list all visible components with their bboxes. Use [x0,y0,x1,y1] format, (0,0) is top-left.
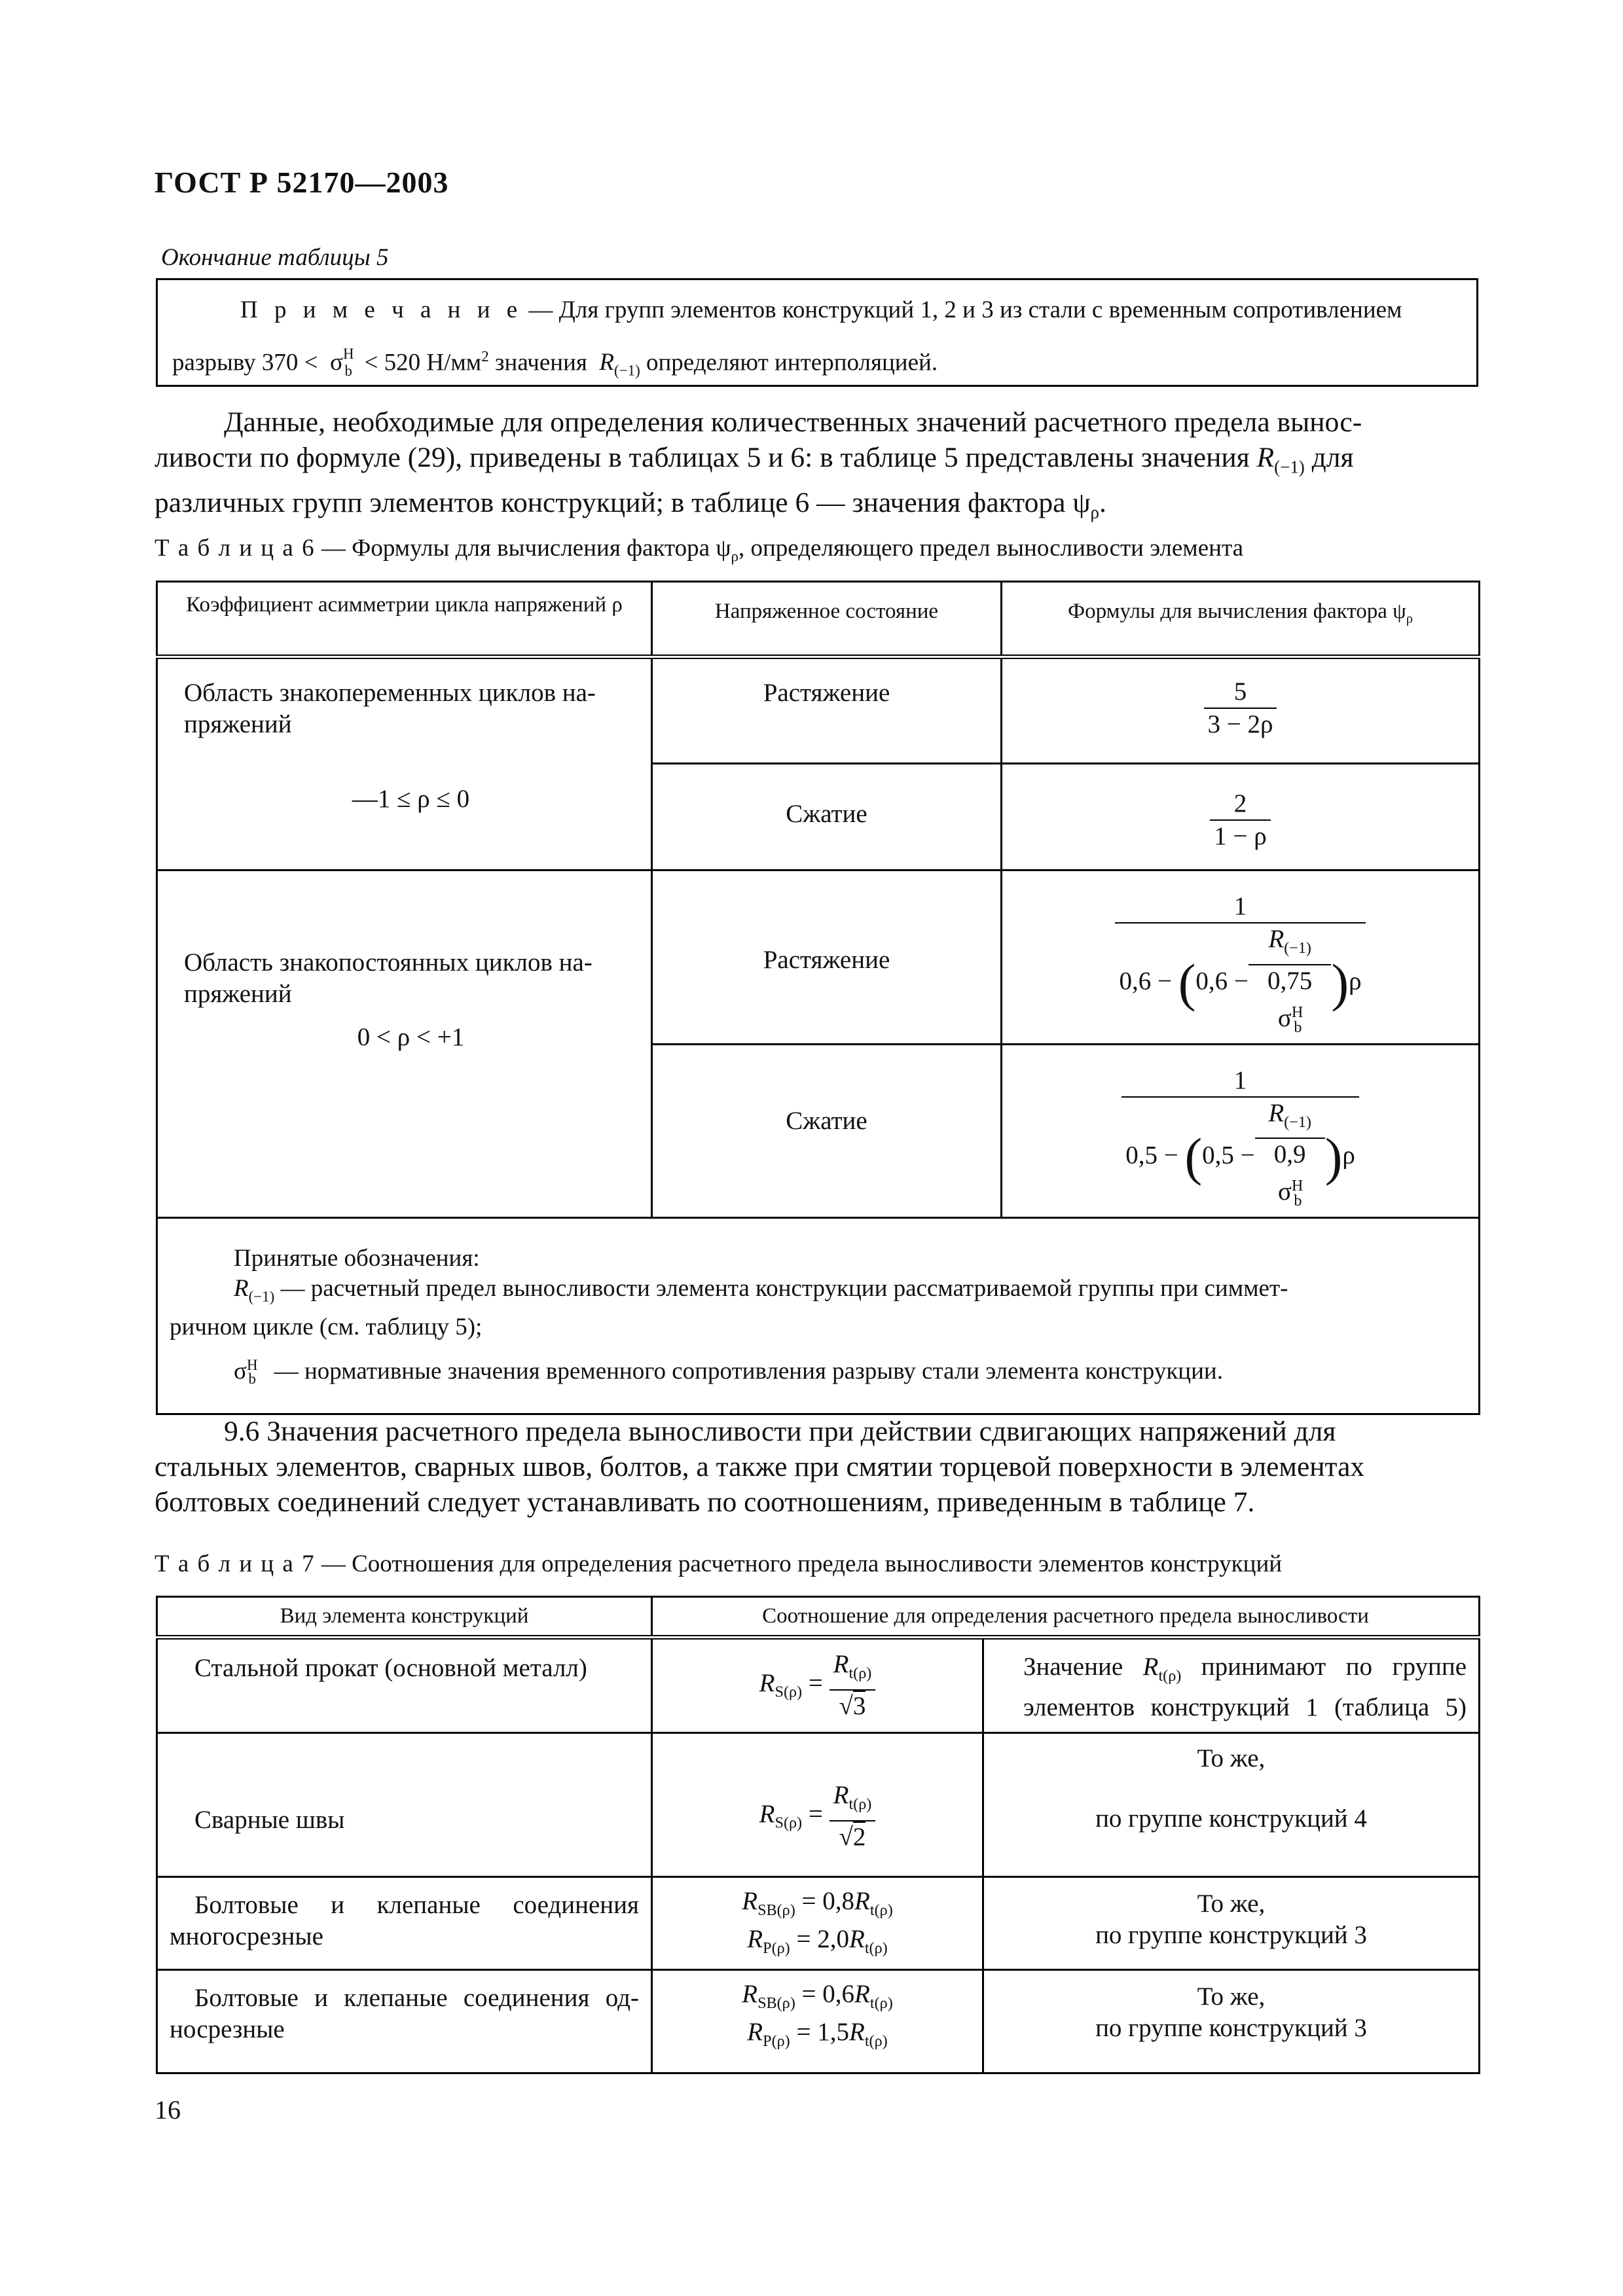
row1-frac: $\frac{R_{t(\rho)}}{√3}$ [830,1649,876,1722]
legend-r-line: $R_{(-1)}$ — расчетный предел выносливости элемента конструкции рассматриваемой группы при симмет- [234,1275,1288,1305]
table6-header-formula-text: Формулы для вычисления фактора ψ [1068,600,1406,623]
table6-caption-rest: — Формулы для вычисления фактора ψ [315,535,731,562]
legend-r: — расчетный предел выносливости элемента конструкции рассматриваемой группы при симмет- [274,1275,1288,1302]
f3-den-coef: 0,75 σ [1267,966,1313,1032]
f4-den: 0,5 − (0,5 − $\frac{R_{(-1)}}{0,9 \sigma^Н_b}$ )ρ [1122,1098,1359,1217]
table6-row2-state-tension: Растяжение [652,870,1002,1045]
table7-row4-formula: $R_{SB(\rho)} = 0,6R_{t(\rho)}$ $R_{P(\rho)} = 1,5R_{t(\rho)}$ [652,1970,983,2073]
f2-den: 1 − ρ [1214,822,1267,850]
table6-formula-1 [1002,657,1480,764]
table7-row2-formula: $R_{S(\rho)}$ = $\frac{R_{t(\rho)}}{√2}$ [652,1733,983,1877]
row2-label-text: Область знакопостоянных циклов на-пряжений [184,948,593,1008]
row1-sqrt: 3 [852,1691,866,1720]
paragraph-9-6 [155,1414,1478,1520]
row4-k2: 1,5 [817,2017,849,2046]
note-line2-d: определяют интерполяцией. [640,349,938,376]
fraction-2 [1210,788,1270,852]
fraction-3 [1115,891,1365,1043]
paragraph2-line1: 9.6 Значения расчетного предела выносливости при действии сдвигающих напряжений для [224,1416,1336,1447]
note-line2-c: значения [488,349,587,376]
paragraph1-line3-b: . [1099,486,1106,518]
paragraph2-line2: стальных элементов, сварных швов, болтов, а также при смятии торцевой поверхности в элементах [155,1451,1365,1482]
table6-header-formula: Формулы для вычисления фактора $\psi_\rho$ [1002,582,1480,657]
table5-continuation-caption: Окончание таблицы 5 [161,244,389,271]
row1-note-a: Значение [1023,1653,1143,1681]
row1-label-text: Область знакопеременных циклов на-пряжений [184,679,596,738]
page-number: 16 [155,2095,181,2125]
f1-num: 5 [1204,676,1277,709]
paragraph1-line3-a: различных групп элементов конструкций; в таблице 6 — значения фактора [155,486,1073,518]
row4-element-text: Болтовые и клепаные соединения од-носрезные [170,1984,639,2043]
f4-den-coef: 0,9 σ [1273,1140,1306,1206]
table6-legend [157,1218,1480,1414]
table6-row1-state-tension: Растяжение [652,657,1002,764]
table7-row2-element: Сварные швы [157,1733,652,1877]
table7-row1-formula: $R_{S(\rho)}$ = $\frac{R_{t(\rho)}}{√3}$ [652,1638,983,1733]
table6-caption-rest2: , определяющего предел выносливости элемента [738,535,1243,562]
table6-formula-4 [1002,1044,1480,1218]
table6-row1-state-compression: Сжатие [652,764,1002,870]
f3-a: 0,6 − [1119,967,1172,996]
row3-note-a: То же, [1197,1890,1266,1918]
table7-row3-formula: $R_{SB(\rho)} = 0,8R_{t(\rho)}$ $R_{P(\rho)} = 2,0R_{t(\rho)}$ [652,1877,983,1970]
table7-row1-note: Значение $R_{t(\rho)}$ принимают по группе элементов конструкций 1 (таблица 5) [983,1638,1480,1733]
f1-den: 3 − 2ρ [1207,710,1273,738]
table7-row2-note [983,1733,1480,1877]
paragraph2-line3: болтовых соединений следует устанавливать по соотношениям, приведенным в таблице 7. [155,1486,1255,1518]
row3-element-text: Болтовые и клепаные соединения многосрезные [170,1891,639,1950]
f4-num: 1 [1122,1065,1359,1098]
document-header: ГОСТ Р 52170—2003 [155,166,449,199]
table7-caption-word: Т а б л и ц а 7 [155,1551,316,1577]
paragraph1-line2-a: ливости по формуле (29), приведены в таблицах 5 и 6: в таблице 5 представлены значения [155,442,1257,473]
note-word: П р и м е ч а н и е [240,296,523,323]
table5-note-box [156,278,1478,387]
f3-inner: $\frac{R_{(-1)}}{0,75 \sigma^Н_b}$ [1249,924,1332,1043]
f3-den: 0,6 − (0,6 − $\frac{R_{(-1)}}{0,75 \sigma^Н_b}$ )ρ [1115,924,1365,1043]
sigma-b-h: $\sigma^Н_b$ [323,346,354,379]
row3-k1: 0,8 [822,1887,855,1915]
f3-b: 0,6 − [1195,967,1249,996]
table6-header-state: Напряженное состояние [652,582,1002,657]
table6-formula-3 [1002,870,1480,1045]
paragraph1-line2-b: для [1304,442,1354,473]
row2-range: 0 < ρ < +1 [357,1023,465,1051]
note-line1-text: — Для групп элементов конструкций 1, 2 и 3 из стали с временным сопротивлением [522,296,1402,323]
table7 [156,1596,1480,2074]
row2-sqrt: 2 [852,1822,866,1851]
row4-k1: 0,6 [822,1980,855,2008]
f4-inner: $\frac{R_{(-1)}}{0,9 \sigma^Н_b}$ [1255,1098,1325,1217]
f2-num: 2 [1210,788,1270,821]
table7-caption [155,1550,1282,1578]
legend-s-line: $\sigma^Н_b$ — нормативные значения временного сопротивления разрыву стали элемента конструкции. [234,1356,1223,1388]
f4-b: 0,5 − [1202,1140,1255,1169]
table7-row4-note [983,1970,1480,2073]
table7-header-relation: Соотношение для определения расчетного предела выносливости [652,1597,1480,1638]
table6-formula-2 [1002,764,1480,870]
paragraph-data-needed [155,404,1478,529]
f4-a: 0,5 − [1125,1140,1178,1169]
legend-title: Принятые обозначения: [234,1245,480,1272]
table7-header-element: Вид элемента конструкций [157,1597,652,1638]
table6-row2-state-compression: Сжатие [652,1044,1002,1218]
table6-row1-label [157,657,652,870]
table6 [156,581,1480,1415]
table7-caption-rest: — Соотношения для определения расчетного предела выносливости элементов конструкций [315,1551,1283,1577]
legend-s: — нормативные значения временного сопротивления разрыву стали элемента конструкции. [268,1357,1223,1384]
legend-r2: ричном цикле (см. таблицу 5); [170,1313,483,1340]
table7-row1-element: Стальной прокат (основной металл) [157,1638,652,1733]
table7-row4-element [157,1970,652,2073]
note-line2-b: < 520 Н/мм [364,349,482,376]
table7-row3-element [157,1877,652,1970]
paragraph1-line2: ливости по формуле (29), приведены в таблицах 5 и 6: в таблице 5 представлены значения $R_{(-1)}$ для [155,442,1354,477]
row2-note-a: То же, [1197,1744,1266,1772]
row4-note-b: по группе конструкций 3 [1095,2014,1367,2042]
note-line2-a: разрыву 370 < [172,349,318,376]
table6-caption: Т а б л и ц а 6 — Формулы для вычисления фактора $\psi_\rho$, определяющего предел выносливости элемента [155,535,1243,565]
f3-num: 1 [1115,891,1365,924]
row1-note-b: принимают по группе элементов конструкций 1 (таблица 5) [1023,1653,1467,1721]
note-line-2: разрыву $370 < \sigma^Н_b < 520$ $Н/мм^2$ значения $R_{(-1)}$ определяют интерполяцией. [172,346,938,379]
paragraph1-line3: различных групп элементов конструкций; в таблице 6 — значения фактора $\psi_\rho$. [155,486,1106,522]
row1-range: —1 ≤ ρ ≤ 0 [352,785,470,813]
r-minus-1: $R_{(-1)}$ [599,349,640,379]
table6-caption-word: Т а б л и ц а 6 [155,535,316,562]
row4-note-a: То же, [1197,1982,1266,2011]
note-line-1 [240,287,1402,333]
row3-k2: 2,0 [817,1924,849,1953]
paragraph1-line1: Данные, необходимые для определения количественных значений расчетного предела вынос- [224,406,1362,438]
table6-row2-label [157,870,652,1218]
row2-note-b: по группе конструкций 4 [1095,1804,1367,1833]
fraction-4 [1122,1065,1359,1217]
table6-header-rho: Коэффициент асимметрии цикла напряжений ρ [157,582,652,657]
fraction-1 [1204,676,1277,740]
row2-frac: $\frac{R_{t(\rho)}}{√2}$ [830,1780,876,1853]
row3-note-b: по группе конструкций 3 [1095,1921,1367,1949]
table7-row3-note [983,1877,1480,1970]
